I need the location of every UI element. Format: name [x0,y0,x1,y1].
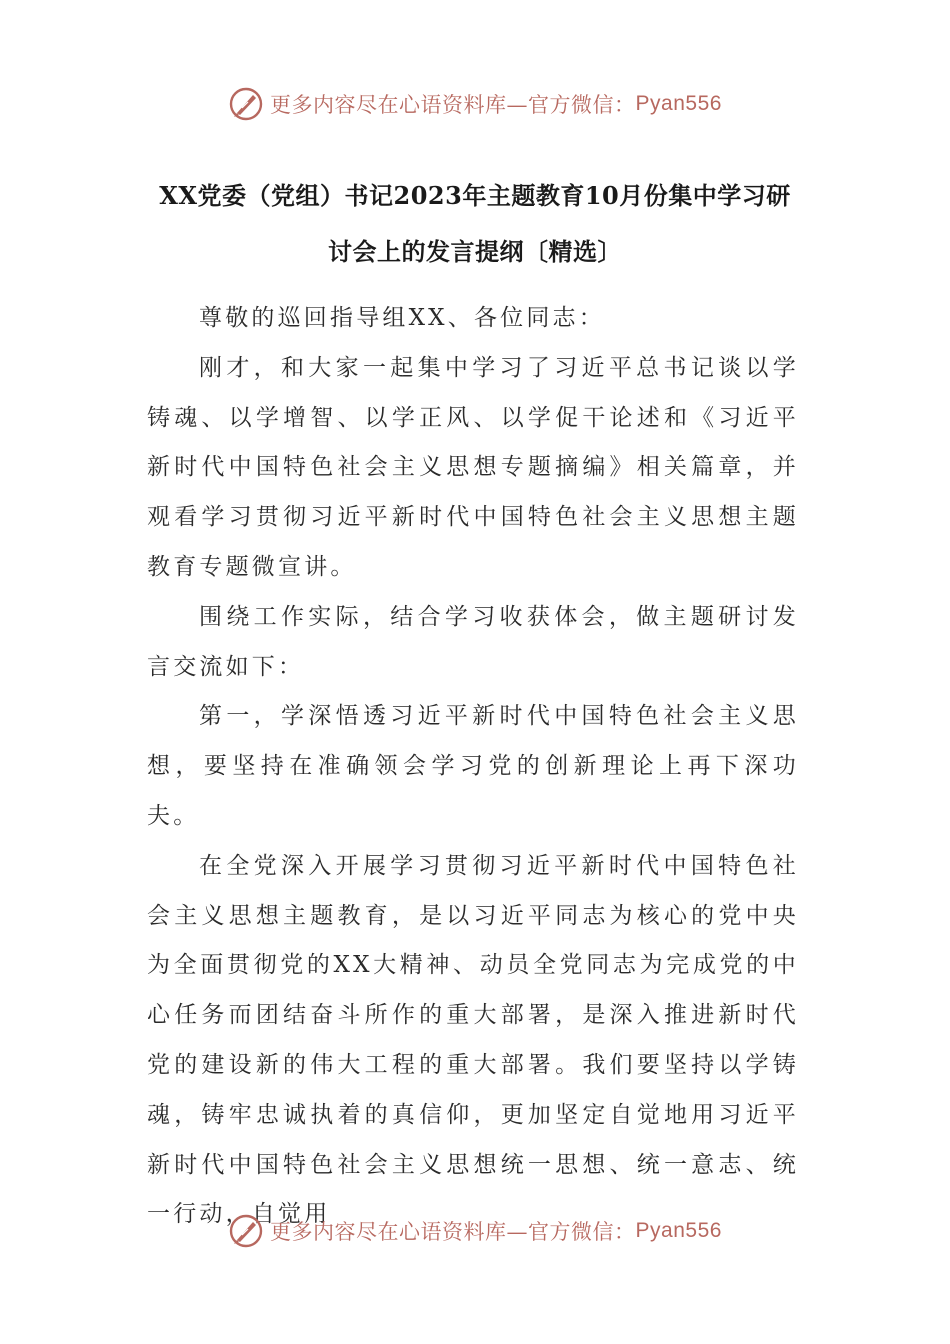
wechat-id: Pyan556 [635,92,722,115]
body-paragraph: 在全党深入开展学习贯彻习近平新时代中国特色社会主义思想主题教育，是以习近平同志为核心的党中央为全面贯彻党的XX大精神、动员全党同志为完成党的中心任务而团结奋斗所作的重大部署，是深入推进新时代党的建设新的伟大工程的重大部署。我们要坚持以学铸魂，铸牢忠诚执着的真信仰，更加坚定自觉地用习近平新时代中国特色社会主义思想统一思想、统一意志、统一行动，自觉用 [147,852,799,1228]
footer-watermark-banner [0,1211,950,1251]
header-watermark-banner [0,84,950,124]
body-paragraph: 围绕工作实际，结合学习收获体会，做主题研讨发言交流如下： [147,603,799,680]
wechat-id: Pyan556 [635,1219,722,1242]
document-body [147,294,799,1240]
body-paragraph: 刚才，和大家一起集中学习了习近平总书记谈以学铸魂、以学增智、以学正风、以学促干论述和《习近平新时代中国特色社会主义思想专题摘编》相关篇章，并观看学习贯彻习近平新时代中国特色社会主义思想主题教育专题微宣讲。 [147,354,799,580]
salutation-paragraph: 尊敬的巡回指导组XX、各位同志： [199,305,605,331]
quill-logo-icon [228,1213,264,1249]
watermark-text: 更多内容尽在心语资料库—官方微信： [270,1220,636,1244]
document-title: XX党委（党组）书记2023年主题教育10月份集中学习研讨会上的发言提纲〔精选〕 [159,181,791,266]
body-paragraph: 第一，学深悟透习近平新时代中国特色社会主义思想，要坚持在准确领会学习党的创新理论上再下深功夫。 [147,703,799,829]
watermark-text: 更多内容尽在心语资料库—官方微信： [270,93,636,117]
quill-logo-icon [228,86,264,122]
